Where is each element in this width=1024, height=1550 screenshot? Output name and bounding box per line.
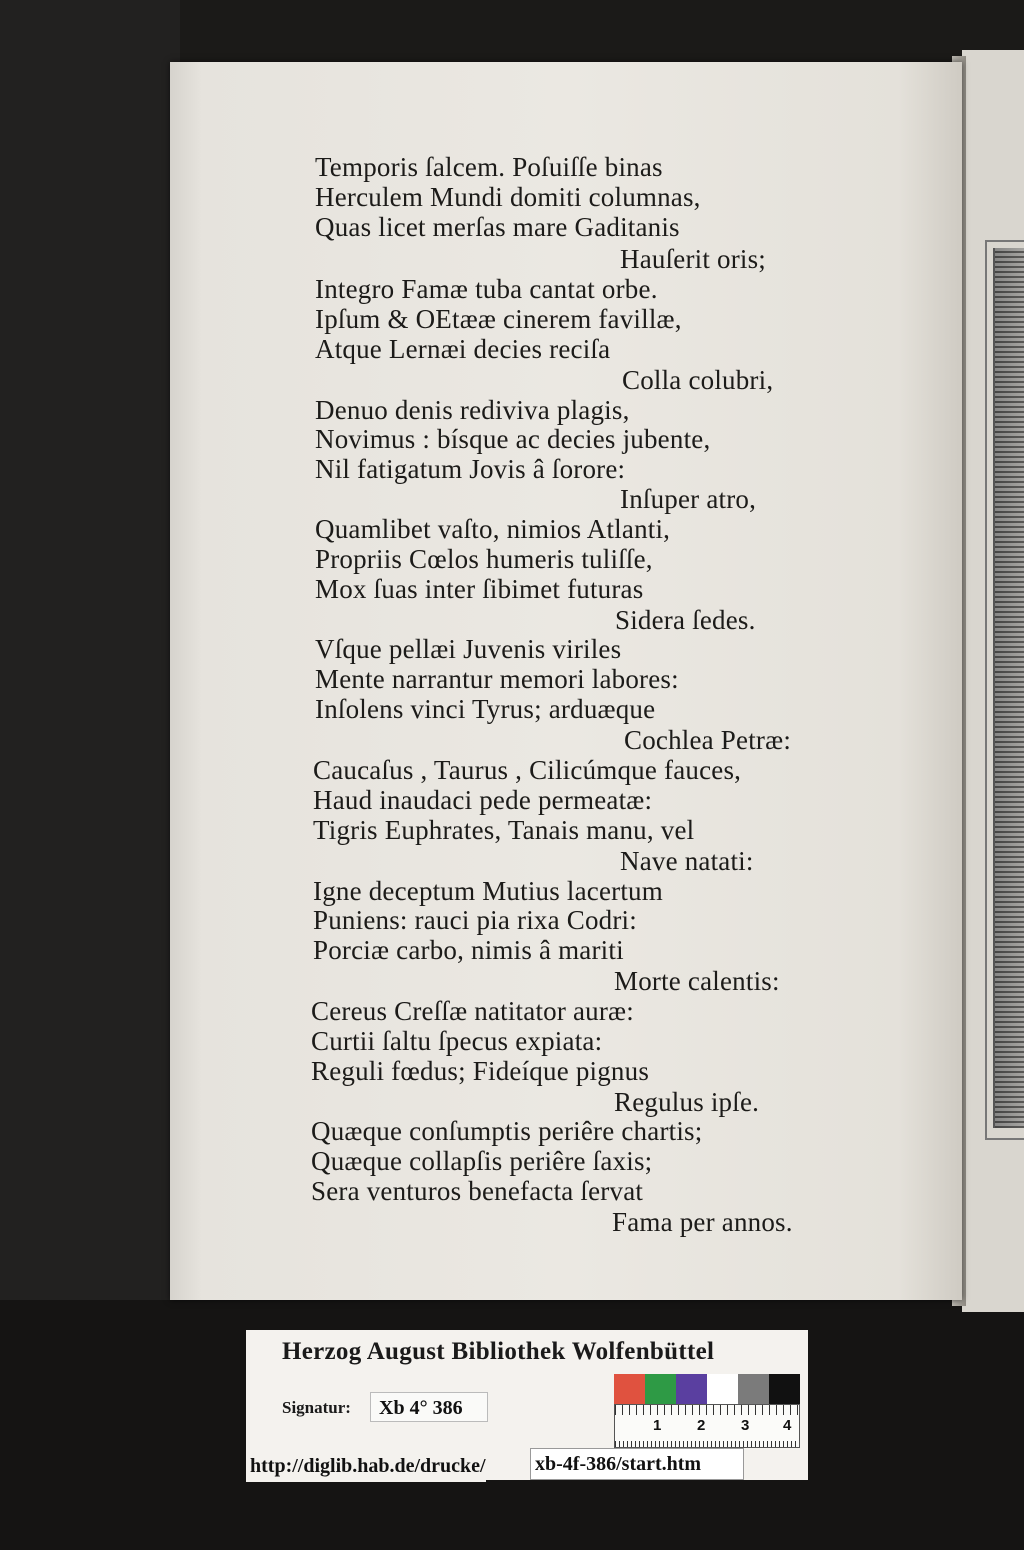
ruler-number: 2 (697, 1417, 706, 1434)
ruler-ticks (615, 1405, 799, 1415)
poem-line: Haud inaudaci pede permeatæ: (313, 785, 653, 815)
poem-line: Porciæ carbo, nimis â mariti (313, 935, 624, 965)
poem-line: Ipſum & OEtææ cinerem favillæ, (315, 304, 682, 334)
poem-line: Inſolens vinci Tyrus; arduæque (315, 694, 656, 724)
poem-line: Novimus : bísque ac decies jubente, (315, 424, 711, 454)
poem-line: Morte calentis: (614, 966, 780, 996)
swatch-black (769, 1374, 800, 1404)
poem-line: Cereus Creſſæ natitator auræ: (311, 996, 634, 1026)
swatch-gray (738, 1374, 769, 1404)
poem-line: Quas licet merſas mare Gaditanis (315, 212, 680, 242)
poem-line: Quæque collapſis periêre ſaxis; (311, 1146, 653, 1176)
poem-line: Mox ſuas inter ſibimet futuras (315, 574, 644, 604)
poem-line: Vſque pellæi Juvenis viriles (315, 634, 622, 664)
scale-ruler (614, 1404, 800, 1448)
swatch-red (614, 1374, 645, 1404)
library-card (246, 1330, 808, 1480)
poem-line: Quamlibet vaſto, nimios Atlanti, (315, 514, 671, 544)
poem-line: Cochlea Petræ: (624, 725, 792, 755)
poem-line: Sidera ſedes. (615, 605, 756, 635)
ruler-ticks-bottom (615, 1441, 799, 1447)
poem-line: Tigris Euphrates, Tanais manu, vel (313, 815, 695, 845)
poem-line: Hauſerit oris; (620, 244, 767, 274)
poem-line: Reguli fœdus; Fideíque pignus (311, 1056, 650, 1086)
poem-line: Atque Lernæi decies reciſa (315, 334, 611, 364)
poem-line: Sera venturos benefacta ſervat (311, 1176, 644, 1206)
color-swatches (614, 1374, 800, 1404)
poem-line: Temporis ſalcem. Poſuiſſe binas (315, 152, 663, 182)
poem-line: Quæque conſumptis periêre chartis; (311, 1116, 703, 1146)
poem-line: Curtii ſaltu ſpecus expiata: (311, 1026, 603, 1056)
poem-line: Denuo denis rediviva plagis, (315, 395, 630, 425)
swatch-green (645, 1374, 676, 1404)
poem-line: Herculem Mundi domiti columnas, (315, 182, 701, 212)
poem-line: Regulus ipſe. (614, 1087, 760, 1117)
ruler-number: 4 (783, 1417, 792, 1434)
poem-line: Colla colubri, (622, 365, 774, 395)
swatch-white (707, 1374, 738, 1404)
ruler-number: 3 (741, 1417, 750, 1434)
poem-line: Igne deceptum Mutius lacertum (313, 876, 663, 906)
poem-line: Fama per annos. (612, 1207, 793, 1237)
ruler-number: 1 (653, 1417, 662, 1434)
library-title: Herzog August Bibliothek Wolfenbüttel (282, 1338, 715, 1365)
signatur-value: Xb 4° 386 (370, 1392, 488, 1422)
poem-line: Nil fatigatum Jovis â ſorore: (315, 454, 626, 484)
swatch-purple (676, 1374, 707, 1404)
poem-line: Inſuper atro, (620, 484, 757, 514)
poem-line: Propriis Cœlos humeris tuliſſe, (315, 544, 653, 574)
poem-line: Puniens: rauci pia rixa Codri: (313, 905, 637, 935)
poem-line: Nave natati: (620, 846, 754, 876)
signatur-label: Signatur: (282, 1398, 351, 1417)
poem-line: Mente narrantur memori labores: (315, 664, 679, 694)
url-base: http://diglib.hab.de/drucke/ (246, 1450, 486, 1482)
poem-line: Integro Famæ tuba cantat orbe. (315, 274, 658, 304)
poem-line: Caucaſus , Taurus , Cilicúmque fauces, (313, 755, 742, 785)
url-path: xb-4f-386/start.htm (530, 1448, 744, 1480)
